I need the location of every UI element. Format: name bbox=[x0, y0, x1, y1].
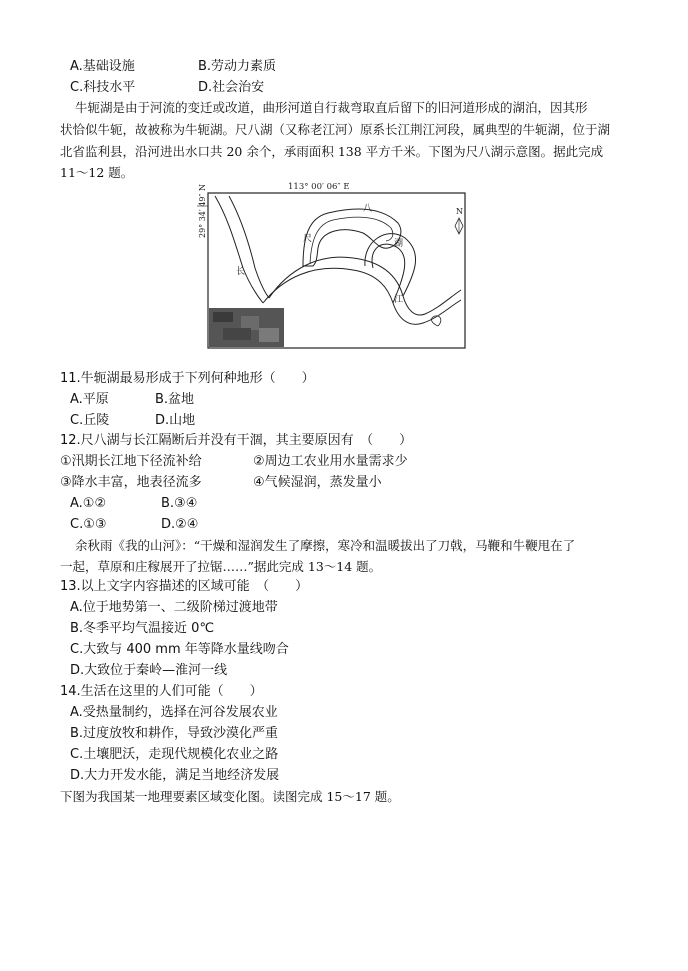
north-label: N bbox=[456, 207, 463, 216]
passage1-line2: 状恰似牛轭，故被称为牛轭湖。尺八湖（又称老江河）原系长江荆江河段，属典型的牛轭湖，位于湖 bbox=[60, 122, 611, 137]
passage2-line2: 一起，草原和庄稼展开了拉锯……”据此完成 13～14 题。 bbox=[60, 559, 382, 574]
q14-option-c: C.土壤肥沃，走现代规模化农业之路 bbox=[70, 747, 279, 762]
q10-option-c: C.科技水平 bbox=[70, 80, 136, 95]
passage1-line1: 牛轭湖是由于河流的变迁或改道，曲形河道自行裁弯取直后留下的旧河道形成的湖泊，因其形 bbox=[75, 100, 588, 115]
chiba-lake-map bbox=[193, 178, 468, 350]
passage1-line4: 11～12 题。 bbox=[60, 165, 134, 180]
latitude-label: 29° 34′ 49″ N bbox=[198, 184, 207, 238]
q12-statement-3: ③降水丰富，地表径流多 bbox=[60, 475, 202, 490]
q13-stem: 13.以上文字内容描述的区域可能 （ ） bbox=[60, 579, 309, 594]
q13-option-c: C.大致与 400 mm 年等降水量线吻合 bbox=[70, 642, 289, 657]
q13-option-a: A.位于地势第一、二级阶梯过渡地带 bbox=[70, 600, 278, 615]
q10-option-a: A.基础设施 bbox=[70, 59, 135, 74]
q10-option-b: B.劳动力素质 bbox=[198, 59, 277, 74]
q11-option-a: A.平原 bbox=[70, 392, 109, 407]
q12-option-d: D.②④ bbox=[161, 517, 199, 532]
q11-stem: 11.牛轭湖最易形成于下列何种地形（ ） bbox=[60, 371, 315, 386]
lake-label-chi: 尺 bbox=[303, 234, 313, 244]
q11-option-c: C.丘陵 bbox=[70, 413, 110, 428]
q12-statement-4: ④气候湿润，蒸发量小 bbox=[253, 475, 382, 490]
q14-stem: 14.生活在这里的人们可能（ ） bbox=[60, 684, 263, 699]
q12-option-b: B.③④ bbox=[161, 496, 198, 511]
lake-label-hu: 湖 bbox=[394, 239, 404, 249]
passage1-line3: 北省监利县，沿河进出水口共 20 余个，承雨面积 138 平方千米。下图为尺八湖示意图。据此完成 bbox=[60, 144, 604, 159]
q12-option-a: A.①② bbox=[70, 496, 107, 511]
q11-option-b: B.盆地 bbox=[155, 392, 195, 407]
river-label-chang: 长 bbox=[236, 267, 246, 277]
river-label-jiang: 江 bbox=[394, 295, 404, 305]
q14-option-a: A.受热量制约，选择在河谷发展农业 bbox=[70, 705, 278, 720]
q14-option-b: B.过度放牧和耕作，导致沙漠化严重 bbox=[70, 726, 279, 741]
q10-option-d: D.社会治安 bbox=[198, 80, 265, 95]
q13-option-d: D.大致位于秦岭—淮河一线 bbox=[70, 663, 228, 678]
q12-statement-1: ①汛期长江地下径流补给 bbox=[60, 454, 202, 469]
q12-stem: 12.尺八湖与长江隔断后并没有干涸，其主要原因有 （ ） bbox=[60, 433, 413, 448]
q13-option-b: B.冬季平均气温接近 0℃ bbox=[70, 621, 215, 636]
q11-option-d: D.山地 bbox=[155, 413, 196, 428]
q12-option-c: C.①③ bbox=[70, 517, 107, 532]
longitude-label: 113° 00′ 06″ E bbox=[288, 182, 350, 192]
q14-option-d: D.大力开发水能，满足当地经济发展 bbox=[70, 768, 280, 783]
q12-statement-2: ②周边工农业用水量需求少 bbox=[253, 454, 408, 469]
q15-17-intro: 下图为我国某一地理要素区域变化图。读图完成 15～17 题。 bbox=[60, 789, 400, 804]
lake-label-ba: 八 bbox=[363, 204, 373, 214]
passage2-line1: 余秋雨《我的山河》：“干燥和湿润发生了摩擦，寒冷和温暖拔出了刀戟，马鞭和牛鞭甩在了 bbox=[75, 538, 576, 553]
